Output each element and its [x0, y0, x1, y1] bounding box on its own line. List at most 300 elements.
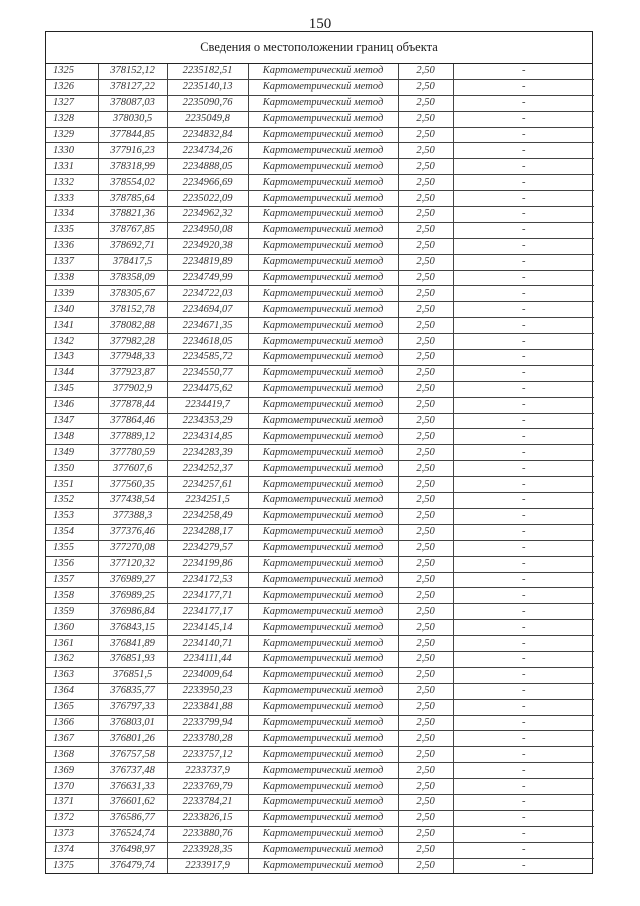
method-cell: Картометрический метод [248, 64, 398, 79]
x-coordinate-cell: 377438,54 [98, 493, 167, 509]
accuracy-cell: 2,50 [398, 143, 453, 159]
description-cell: - [453, 254, 594, 270]
point-number-cell: 1355 [46, 540, 98, 556]
x-coordinate-cell: 377982,28 [98, 334, 167, 350]
y-coordinate-cell: 2234722,03 [167, 286, 248, 302]
accuracy-cell: 2,50 [398, 810, 453, 826]
point-number-cell: 1358 [46, 588, 98, 604]
accuracy-cell: 2,50 [398, 794, 453, 810]
y-coordinate-cell: 2235090,76 [167, 95, 248, 111]
x-coordinate-cell: 377923,87 [98, 365, 167, 381]
description-cell: - [453, 842, 594, 858]
table-row [46, 604, 594, 620]
description-cell: - [453, 731, 594, 747]
table-row [46, 763, 594, 779]
point-number-cell: 1371 [46, 794, 98, 810]
table-row [46, 127, 594, 143]
x-coordinate-cell: 378767,85 [98, 222, 167, 238]
description-cell: - [453, 461, 594, 477]
point-number-cell: 1349 [46, 445, 98, 461]
y-coordinate-cell: 2233880,76 [167, 826, 248, 842]
accuracy-cell: 2,50 [398, 302, 453, 318]
x-coordinate-cell: 376989,25 [98, 588, 167, 604]
method-cell: Картометрический метод [248, 810, 398, 826]
description-cell: - [453, 572, 594, 588]
table-row [46, 842, 594, 858]
accuracy-cell: 2,50 [398, 334, 453, 350]
x-coordinate-cell: 377388,3 [98, 508, 167, 524]
description-cell: - [453, 397, 594, 413]
x-coordinate-cell: 376737,48 [98, 763, 167, 779]
point-number-cell: 1337 [46, 254, 98, 270]
y-coordinate-cell: 2234550,77 [167, 365, 248, 381]
y-coordinate-cell: 2234252,37 [167, 461, 248, 477]
accuracy-cell: 2,50 [398, 540, 453, 556]
table-row [46, 350, 594, 366]
method-cell: Картометрический метод [248, 350, 398, 366]
description-cell: - [453, 636, 594, 652]
x-coordinate-cell: 378554,02 [98, 175, 167, 191]
table-row [46, 715, 594, 731]
point-number-cell: 1346 [46, 397, 98, 413]
point-number-cell: 1340 [46, 302, 98, 318]
point-number-cell: 1328 [46, 111, 98, 127]
description-cell: - [453, 667, 594, 683]
accuracy-cell: 2,50 [398, 207, 453, 223]
y-coordinate-cell: 2234009,64 [167, 667, 248, 683]
accuracy-cell: 2,50 [398, 826, 453, 842]
method-cell: Картометрический метод [248, 699, 398, 715]
point-number-cell: 1352 [46, 493, 98, 509]
x-coordinate-cell: 376586,77 [98, 810, 167, 826]
table-row [46, 810, 594, 826]
point-number-cell: 1367 [46, 731, 98, 747]
accuracy-cell: 2,50 [398, 350, 453, 366]
description-cell: - [453, 64, 594, 79]
method-cell: Картометрический метод [248, 461, 398, 477]
method-cell: Картометрический метод [248, 651, 398, 667]
description-cell: - [453, 95, 594, 111]
method-cell: Картометрический метод [248, 238, 398, 254]
accuracy-cell: 2,50 [398, 254, 453, 270]
x-coordinate-cell: 376803,01 [98, 715, 167, 731]
table-row [46, 540, 594, 556]
method-cell: Картометрический метод [248, 111, 398, 127]
table-row [46, 493, 594, 509]
x-coordinate-cell: 378152,12 [98, 64, 167, 79]
method-cell: Картометрический метод [248, 731, 398, 747]
y-coordinate-cell: 2234353,29 [167, 413, 248, 429]
y-coordinate-cell: 2233784,21 [167, 794, 248, 810]
description-cell: - [453, 794, 594, 810]
table-row [46, 731, 594, 747]
description-cell: - [453, 143, 594, 159]
point-number-cell: 1331 [46, 159, 98, 175]
table-row [46, 175, 594, 191]
y-coordinate-cell: 2234920,38 [167, 238, 248, 254]
description-cell: - [453, 127, 594, 143]
y-coordinate-cell: 2234283,39 [167, 445, 248, 461]
method-cell: Картометрический метод [248, 747, 398, 763]
x-coordinate-cell: 376498,97 [98, 842, 167, 858]
point-number-cell: 1343 [46, 350, 98, 366]
description-cell: - [522, 859, 526, 871]
description-cell: - [453, 524, 594, 540]
table-row [46, 79, 594, 95]
accuracy-cell: 2,50 [398, 191, 453, 207]
y-coordinate-cell: 2234177,71 [167, 588, 248, 604]
accuracy-cell: 2,50 [398, 238, 453, 254]
y-coordinate-cell: 2234172,53 [167, 572, 248, 588]
method-cell: Картометрический метод [248, 636, 398, 652]
y-coordinate-cell: 2234419,7 [167, 397, 248, 413]
method-cell: Картометрический метод [248, 620, 398, 636]
description-cell: - [453, 445, 594, 461]
point-number-cell: 1347 [46, 413, 98, 429]
point-number-cell: 1348 [46, 429, 98, 445]
x-coordinate-cell: 376797,33 [98, 699, 167, 715]
method-cell: Картометрический метод [248, 127, 398, 143]
accuracy-cell: 2,50 [398, 222, 453, 238]
point-number-cell: 1370 [46, 779, 98, 795]
y-coordinate-cell: 2234257,61 [167, 477, 248, 493]
method-cell: Картометрический метод [248, 667, 398, 683]
description-cell: - [453, 286, 594, 302]
description-cell: - [453, 270, 594, 286]
description-cell: - [453, 747, 594, 763]
accuracy-cell: 2,50 [398, 699, 453, 715]
point-number-cell: 1335 [46, 222, 98, 238]
x-coordinate-cell: 378318,99 [98, 159, 167, 175]
point-number-cell: 1360 [46, 620, 98, 636]
page-number: 150 [308, 16, 332, 32]
table-row [46, 699, 594, 715]
accuracy-cell: 2,50 [398, 397, 453, 413]
method-cell: Картометрический метод [248, 191, 398, 207]
point-number-cell: 1341 [46, 318, 98, 334]
table-row [46, 858, 594, 873]
accuracy-cell: 2,50 [398, 159, 453, 175]
method-cell: Картометрический метод [248, 540, 398, 556]
table-row [46, 794, 594, 810]
table-row [46, 572, 594, 588]
x-coordinate-cell: 377780,59 [98, 445, 167, 461]
method-cell: Картометрический метод [248, 397, 398, 413]
y-coordinate-cell: 2234832,84 [167, 127, 248, 143]
table-row [46, 270, 594, 286]
point-number-cell: 1373 [46, 826, 98, 842]
description-cell: - [453, 191, 594, 207]
y-coordinate-cell: 2234279,57 [167, 540, 248, 556]
accuracy-cell: 2,50 [398, 636, 453, 652]
accuracy-cell: 2,50 [398, 64, 453, 79]
point-number-cell: 1372 [46, 810, 98, 826]
method-cell: Картометрический метод [248, 286, 398, 302]
table-row [46, 381, 594, 397]
table-row [46, 238, 594, 254]
point-number-cell: 1334 [46, 207, 98, 223]
accuracy-cell: 2,50 [398, 477, 453, 493]
description-cell: - [453, 810, 594, 826]
y-coordinate-cell: 2234888,05 [167, 159, 248, 175]
method-cell: Картометрический метод [248, 779, 398, 795]
y-coordinate-cell: 2233799,94 [167, 715, 248, 731]
method-cell: Картометрический метод [248, 207, 398, 223]
table-row [46, 222, 594, 238]
accuracy-cell: 2,50 [398, 667, 453, 683]
y-coordinate-cell: 2234734,26 [167, 143, 248, 159]
method-cell: Картометрический метод [248, 508, 398, 524]
point-number-cell: 1359 [46, 604, 98, 620]
method-cell: Картометрический метод [248, 524, 398, 540]
x-coordinate-cell: 378305,67 [98, 286, 167, 302]
x-coordinate-cell: 378087,03 [98, 95, 167, 111]
table-row [46, 318, 594, 334]
x-coordinate-cell: 378692,71 [98, 238, 167, 254]
x-coordinate-cell: 376601,62 [98, 794, 167, 810]
point-number-cell: 1361 [46, 636, 98, 652]
description-cell: - [453, 413, 594, 429]
x-coordinate-cell: 376757,58 [98, 747, 167, 763]
y-coordinate-cell: 2234258,49 [167, 508, 248, 524]
point-number-cell: 1332 [46, 175, 98, 191]
accuracy-cell: 2,50 [398, 318, 453, 334]
table-row [46, 747, 594, 763]
description-cell: - [453, 779, 594, 795]
x-coordinate-cell: 378030,5 [98, 111, 167, 127]
table-row [46, 143, 594, 159]
method-cell: Картометрический метод [248, 715, 398, 731]
description-cell: - [453, 620, 594, 636]
accuracy-cell: 2,50 [398, 365, 453, 381]
description-cell: - [453, 826, 594, 842]
accuracy-cell: 2,50 [398, 715, 453, 731]
table-row [46, 556, 594, 572]
description-cell: - [453, 334, 594, 350]
x-coordinate-cell: 377889,12 [98, 429, 167, 445]
coordinates-table [46, 64, 594, 873]
accuracy-cell: 2,50 [398, 588, 453, 604]
table-row [46, 779, 594, 795]
table-row [46, 429, 594, 445]
x-coordinate-cell: 378127,22 [98, 79, 167, 95]
description-cell: - [453, 508, 594, 524]
x-coordinate-cell: 377844,85 [98, 127, 167, 143]
accuracy-cell: 2,50 [398, 763, 453, 779]
x-coordinate-cell: 378417,5 [98, 254, 167, 270]
x-coordinate-cell: 376851,5 [98, 667, 167, 683]
table-row [46, 413, 594, 429]
accuracy-cell: 2,50 [398, 381, 453, 397]
point-number-cell: 1339 [46, 286, 98, 302]
description-cell: - [453, 207, 594, 223]
point-number-cell: 1353 [46, 508, 98, 524]
table-row [46, 159, 594, 175]
x-coordinate-cell: 378152,78 [98, 302, 167, 318]
point-number-cell: 1363 [46, 667, 98, 683]
boundary-sheet [45, 31, 593, 874]
coordinates-table-body [46, 64, 594, 873]
method-cell: Картометрический метод [248, 159, 398, 175]
accuracy-cell: 2,50 [398, 413, 453, 429]
table-row [46, 826, 594, 842]
point-number-cell: 1368 [46, 747, 98, 763]
method-cell: Картометрический метод [248, 334, 398, 350]
description-cell: - [453, 159, 594, 175]
accuracy-cell: 2,50 [398, 779, 453, 795]
accuracy-cell: 2,50 [398, 445, 453, 461]
point-number-cell: 1326 [46, 79, 98, 95]
x-coordinate-cell: 378082,88 [98, 318, 167, 334]
table-row [46, 620, 594, 636]
y-coordinate-cell: 2233757,12 [167, 747, 248, 763]
y-coordinate-cell: 2233769,79 [167, 779, 248, 795]
method-cell: Картометрический метод [248, 604, 398, 620]
table-row [46, 667, 594, 683]
accuracy-cell: 2,50 [398, 127, 453, 143]
method-cell: Картометрический метод [248, 858, 398, 873]
method-cell: Картометрический метод [248, 477, 398, 493]
table-row [46, 588, 594, 604]
method-cell: Картометрический метод [248, 95, 398, 111]
y-coordinate-cell: 2234314,85 [167, 429, 248, 445]
table-row [46, 524, 594, 540]
accuracy-cell: 2,50 [398, 524, 453, 540]
table-row [46, 397, 594, 413]
table-row [46, 508, 594, 524]
table-row [46, 477, 594, 493]
point-number-cell: 1325 [46, 64, 98, 79]
method-cell: Картометрический метод [248, 270, 398, 286]
y-coordinate-cell: 2233950,23 [167, 683, 248, 699]
method-cell: Картометрический метод [248, 143, 398, 159]
x-coordinate-cell: 377864,46 [98, 413, 167, 429]
description-cell: - [453, 175, 594, 191]
y-coordinate-cell: 2233780,28 [167, 731, 248, 747]
y-coordinate-cell: 2233928,35 [167, 842, 248, 858]
point-number-cell: 1362 [46, 651, 98, 667]
method-cell: Картометрический метод [248, 588, 398, 604]
description-cell: - [453, 429, 594, 445]
accuracy-cell: 2,50 [398, 683, 453, 699]
table-row [46, 302, 594, 318]
x-coordinate-cell: 376631,33 [98, 779, 167, 795]
y-coordinate-cell: 2234177,17 [167, 604, 248, 620]
point-number-cell: 1330 [46, 143, 98, 159]
description-cell: - [453, 238, 594, 254]
accuracy-cell: 2,50 [398, 556, 453, 572]
point-number-cell: 1344 [46, 365, 98, 381]
method-cell: Картометрический метод [248, 381, 398, 397]
y-coordinate-cell: 2233841,88 [167, 699, 248, 715]
table-row [46, 254, 594, 270]
table-row [46, 365, 594, 381]
y-coordinate-cell: 2234140,71 [167, 636, 248, 652]
point-number-cell: 1329 [46, 127, 98, 143]
description-cell: - [453, 715, 594, 731]
method-cell: Картометрический метод [248, 794, 398, 810]
description-cell: - [453, 683, 594, 699]
method-cell: Картометрический метод [248, 413, 398, 429]
table-row [46, 207, 594, 223]
accuracy-cell: 2,50 [398, 651, 453, 667]
y-coordinate-cell: 2235022,09 [167, 191, 248, 207]
y-coordinate-cell: 2234671,35 [167, 318, 248, 334]
y-coordinate-cell: 2234111,44 [167, 651, 248, 667]
accuracy-cell: 2,50 [398, 270, 453, 286]
point-number-cell: 1357 [46, 572, 98, 588]
accuracy-cell: 2,50 [398, 175, 453, 191]
point-number-cell: 1354 [46, 524, 98, 540]
point-number-cell: 1327 [46, 95, 98, 111]
description-cell: - [453, 604, 594, 620]
description-cell: - [453, 540, 594, 556]
y-coordinate-cell: 2233917,9 [167, 858, 248, 873]
table-row [46, 683, 594, 699]
x-coordinate-cell: 377376,46 [98, 524, 167, 540]
description-cell: - [453, 699, 594, 715]
x-coordinate-cell: 376986,84 [98, 604, 167, 620]
y-coordinate-cell: 2234618,05 [167, 334, 248, 350]
x-coordinate-cell: 377270,08 [98, 540, 167, 556]
table-row [46, 461, 594, 477]
accuracy-cell: 2,50 [398, 842, 453, 858]
y-coordinate-cell: 2234199,86 [167, 556, 248, 572]
x-coordinate-cell: 377878,44 [98, 397, 167, 413]
method-cell: Картометрический метод [248, 175, 398, 191]
x-coordinate-cell: 376801,26 [98, 731, 167, 747]
method-cell: Картометрический метод [248, 318, 398, 334]
method-cell: Картометрический метод [248, 572, 398, 588]
accuracy-cell: 2,50 [398, 604, 453, 620]
x-coordinate-cell: 377902,9 [98, 381, 167, 397]
description-cell: - [453, 477, 594, 493]
method-cell: Картометрический метод [248, 826, 398, 842]
y-coordinate-cell: 2235140,13 [167, 79, 248, 95]
description-cell: - [453, 111, 594, 127]
y-coordinate-cell: 2234288,17 [167, 524, 248, 540]
table-row [46, 111, 594, 127]
accuracy-cell: 2,50 [398, 747, 453, 763]
description-cell: - [453, 493, 594, 509]
method-cell: Картометрический метод [248, 302, 398, 318]
description-cell: - [453, 302, 594, 318]
table-row [46, 191, 594, 207]
description-cell: - [453, 763, 594, 779]
y-coordinate-cell: 2233826,15 [167, 810, 248, 826]
description-cell: - [453, 588, 594, 604]
y-coordinate-cell: 2233737,9 [167, 763, 248, 779]
x-coordinate-cell: 376851,93 [98, 651, 167, 667]
accuracy-cell: 2,50 [398, 111, 453, 127]
method-cell: Картометрический метод [248, 222, 398, 238]
y-coordinate-cell: 2234950,08 [167, 222, 248, 238]
point-number-cell: 1333 [46, 191, 98, 207]
x-coordinate-cell: 377916,23 [98, 143, 167, 159]
table-row [46, 286, 594, 302]
x-coordinate-cell: 376843,15 [98, 620, 167, 636]
x-coordinate-cell: 377948,33 [98, 350, 167, 366]
table-row [46, 95, 594, 111]
description-cell: - [453, 79, 594, 95]
y-coordinate-cell: 2235182,51 [167, 64, 248, 79]
method-cell: Картометрический метод [248, 842, 398, 858]
accuracy-cell: 2,50 [398, 79, 453, 95]
accuracy-cell: 2,50 [398, 95, 453, 111]
point-number-cell: 1342 [46, 334, 98, 350]
table-row [46, 636, 594, 652]
method-cell: Картометрический метод [248, 445, 398, 461]
